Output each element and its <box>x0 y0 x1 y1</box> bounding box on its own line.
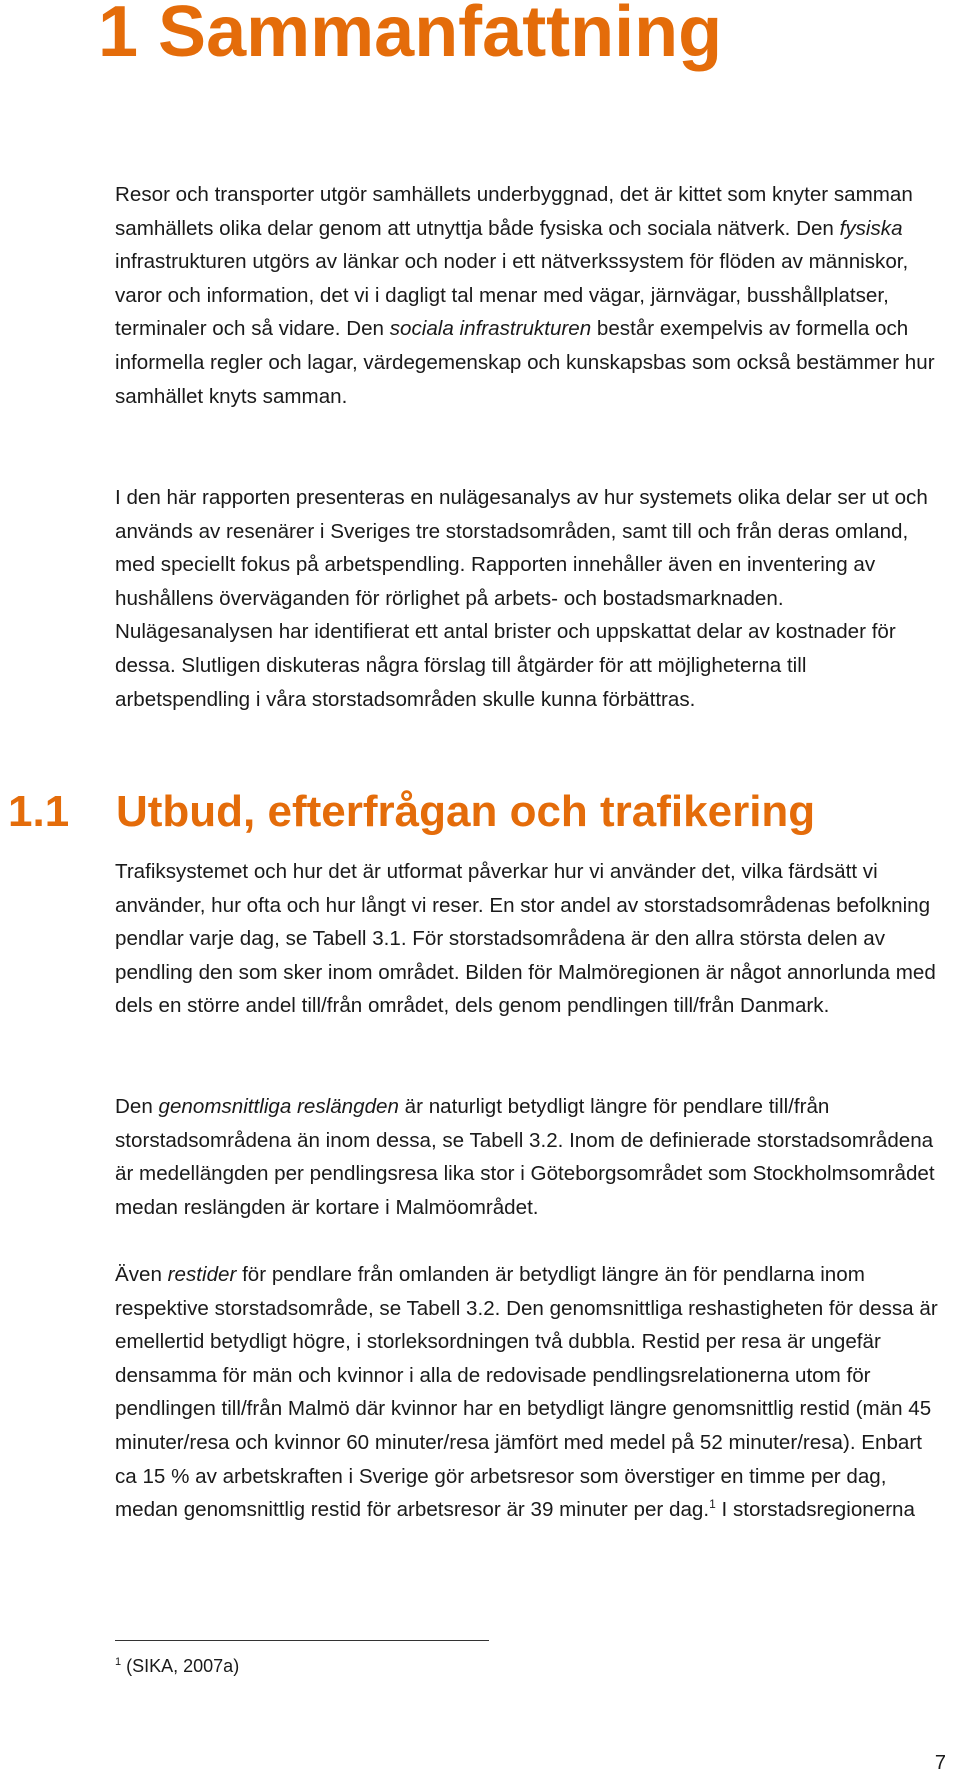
page-title: 1 Sammanfattning <box>98 0 723 72</box>
footnote-reference[interactable]: 1 <box>709 1497 716 1512</box>
footnote-separator <box>115 1640 489 1641</box>
page-number: 7 <box>934 1752 946 1774</box>
p5-emphasis-restider: restider <box>167 1263 237 1286</box>
section-number: 1.1 <box>8 787 70 836</box>
p4-text-1: Den <box>115 1095 159 1118</box>
paragraph-trafiksystemet: Trafiksystemet och hur det är utformat påverkar hur vi använder det, vilka färdsätt vi använder, hur ofta och hur långt vi reser. En stor andel av storstadsområdenas befolkning pendlar varje dag, se Tabell 3.1. För storstadsområdena är den allra största delen av pendling den som sker inom området. Bilden för Malmöregionen är något annorlunda med dels en större andel till/från området, dels genom pendlingen till/från Danmark. <box>115 860 936 1018</box>
p4-emphasis-reslangden: genomsnittliga reslängden <box>158 1095 399 1118</box>
footnote <box>115 1650 239 1678</box>
paragraph-reslangd <box>115 1090 945 1224</box>
p5-text-1: Även <box>115 1263 168 1286</box>
section-heading <box>8 786 815 838</box>
paragraph-intro <box>115 178 945 413</box>
p5-text-2: för pendlare från omlanden är betydligt längre än för pendlarna inom respektive storstadsområde, se Tabell 3.2. Den genomsnittliga reshastigheten för dessa är emellertid betydligt högre, i storleksordningen två dubbla. Restid per resa är ungefär densamma för män och kvinnor i alla de redovisade pendlingsrelationerna utom för pendlingen till/från Malmö där kvinnor har en betydligt längre genomsnittlig restid (män 45 minuter/resa och kvinnor 60 minuter/resa jämfört med medel på 52 minuter/resa). Enbart ca 15 % av arbetskraften i Sverige gör arbetsresor som överstiger en timme per dag, medan genomsnittlig restid för arbetsresor är 39 minuter per dag. <box>115 1263 938 1522</box>
p1-text-3: består exempelvis av formella och informella regler och lagar, värdegemenskap och kunskapsbas som också bestämmer hur samhället knyts samman. <box>115 317 935 408</box>
footnote-text: (SIKA, 2007a) <box>121 1656 240 1676</box>
p1-emphasis-fysiska: fysiska <box>839 216 903 240</box>
p1-text-2: infrastrukturen utgörs av länkar och noder i ett nätverkssystem för flöden av människor, varor och information, det vi i dagligt tal menar med vägar, järnvägar, busshållplatser, terminaler och så vidare. Den <box>115 250 909 341</box>
p1-emphasis-sociala: sociala infrastrukturen <box>389 317 592 341</box>
footnote-mark: 1 <box>115 1656 122 1668</box>
p4-text-2: är naturligt betydligt längre för pendlare till/från storstadsområdena än inom dessa, se Tabell 3.2. Inom de definierade storstadsområdena är medellängden per pendlingsresa lika stor i Göteborgsområdet som Stockholmsområdet medan reslängden är kortare i Malmöområdet. <box>115 1095 935 1219</box>
section-title: Utbud, efterfrågan och trafikering <box>116 787 816 836</box>
p1-text-1: Resor och transporter utgör samhällets underbyggnad, det är kittet som knyter samman samhällets olika delar genom att utnyttja både fysiska och sociala nätverk. Den <box>115 183 913 240</box>
paragraph-report-scope: I den här rapporten presenteras en nulägesanalys av hur systemets olika delar ser ut och används av resenärer i Sveriges tre storstadsområden, samt till och från deras omland, med speciellt fokus på arbetspendling. Rapporten innehåller även en inventering av hushållens överväganden för rörlighet på arbets- och bostadsmarknaden. Nulägesanalysen har identifierat ett antal brister och uppskattat delar av kostnader för dessa. Slutligen diskuteras några förslag till åtgärder för att möjligheterna till arbetspendling i våra storstadsområden skulle kunna förbättras. <box>115 486 928 711</box>
paragraph-restider <box>115 1258 945 1527</box>
p5-text-3: I storstadsregionerna <box>715 1498 915 1522</box>
